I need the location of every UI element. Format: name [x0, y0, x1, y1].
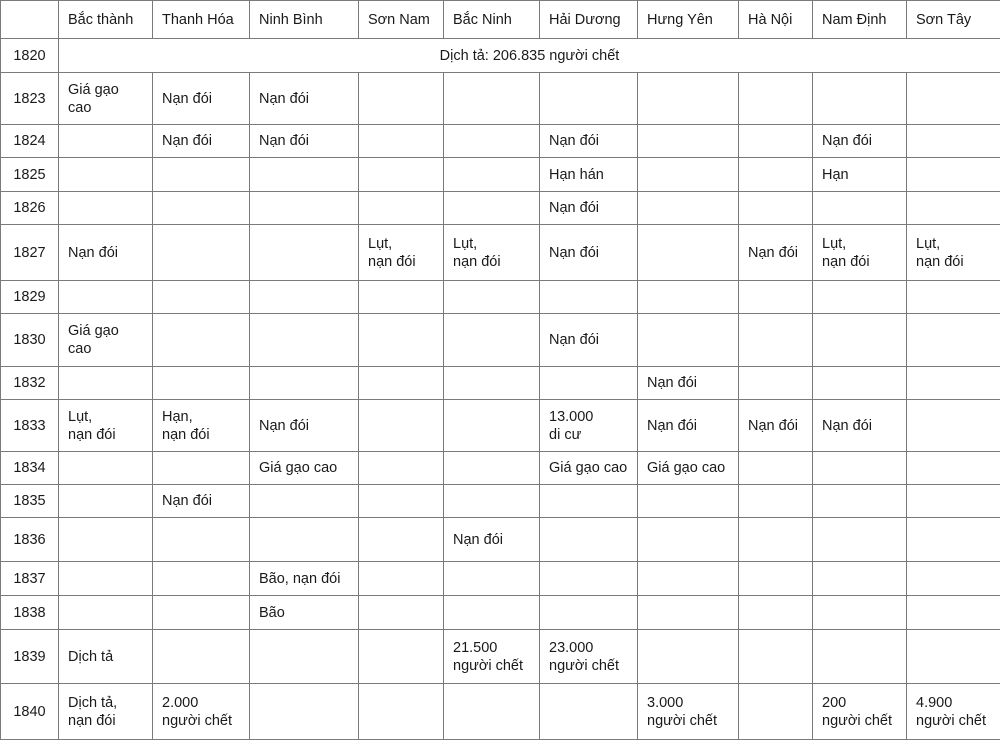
corner-cell — [1, 1, 59, 39]
data-cell: 200 người chết — [813, 684, 907, 740]
data-cell — [813, 281, 907, 314]
data-cell — [907, 192, 1000, 225]
year-cell: 1832 — [1, 367, 59, 400]
year-cell: 1823 — [1, 73, 59, 125]
data-cell: Nạn đói — [638, 400, 739, 452]
data-cell — [153, 630, 250, 684]
data-cell — [907, 73, 1000, 125]
data-cell — [359, 73, 444, 125]
table-row — [1, 225, 1000, 281]
data-cell — [153, 367, 250, 400]
data-cell: Hạn, nạn đói — [153, 400, 250, 452]
data-cell — [359, 314, 444, 367]
data-cell — [59, 562, 153, 596]
data-cell — [153, 596, 250, 630]
data-cell — [444, 314, 540, 367]
data-cell — [359, 684, 444, 740]
data-cell — [739, 125, 813, 158]
data-cell — [813, 73, 907, 125]
data-cell — [359, 281, 444, 314]
year-cell: 1838 — [1, 596, 59, 630]
data-cell: Hạn hán — [540, 158, 638, 192]
data-cell — [250, 281, 359, 314]
data-cell — [250, 225, 359, 281]
data-cell — [739, 281, 813, 314]
data-cell: Dịch tả, nạn đói — [59, 684, 153, 740]
year-cell: 1824 — [1, 125, 59, 158]
data-cell — [739, 485, 813, 518]
data-cell — [739, 73, 813, 125]
data-cell — [739, 596, 813, 630]
data-cell: Bão, nạn đói — [250, 562, 359, 596]
data-cell — [444, 125, 540, 158]
column-header: Thanh Hóa — [153, 1, 250, 39]
column-header: Bắc thành — [59, 1, 153, 39]
data-cell: Nạn đói — [153, 73, 250, 125]
data-cell — [638, 281, 739, 314]
data-cell — [907, 452, 1000, 485]
merged-note-cell: Dịch tả: 206.835 người chết — [59, 39, 1000, 73]
data-cell — [907, 400, 1000, 452]
data-cell — [638, 225, 739, 281]
data-cell — [444, 684, 540, 740]
data-cell: Lụt, nạn đói — [59, 400, 153, 452]
data-cell — [739, 367, 813, 400]
data-cell: Giá gạo cao — [250, 452, 359, 485]
data-cell — [359, 125, 444, 158]
data-cell — [359, 158, 444, 192]
data-cell — [638, 192, 739, 225]
data-cell — [59, 485, 153, 518]
data-cell: Giá gạo cao — [540, 452, 638, 485]
data-cell — [540, 367, 638, 400]
data-cell — [359, 596, 444, 630]
data-cell — [153, 562, 250, 596]
table-row — [1, 562, 1000, 596]
data-cell — [739, 518, 813, 562]
data-cell: Nạn đói — [813, 400, 907, 452]
data-cell — [444, 485, 540, 518]
data-cell — [153, 281, 250, 314]
table-row — [1, 125, 1000, 158]
table-row — [1, 73, 1000, 125]
table-body — [1, 39, 1000, 740]
data-cell — [739, 192, 813, 225]
data-cell — [813, 562, 907, 596]
data-cell: Lụt, nạn đói — [907, 225, 1000, 281]
data-cell — [739, 452, 813, 485]
data-cell — [739, 314, 813, 367]
data-cell — [444, 596, 540, 630]
table-row — [1, 518, 1000, 562]
column-header: Nam Định — [813, 1, 907, 39]
data-cell: Nạn đói — [739, 400, 813, 452]
data-cell: Lụt, nạn đói — [444, 225, 540, 281]
data-cell: 2.000 người chết — [153, 684, 250, 740]
column-header: Hải Dương — [540, 1, 638, 39]
data-cell — [739, 684, 813, 740]
table-row — [1, 39, 1000, 73]
data-cell — [153, 452, 250, 485]
data-cell — [444, 452, 540, 485]
column-header: Ninh Bình — [250, 1, 359, 39]
data-cell — [813, 314, 907, 367]
data-cell — [540, 562, 638, 596]
data-cell — [153, 225, 250, 281]
table-row — [1, 630, 1000, 684]
data-cell — [444, 192, 540, 225]
year-cell: 1834 — [1, 452, 59, 485]
data-cell — [907, 158, 1000, 192]
year-cell: 1829 — [1, 281, 59, 314]
column-header: Bắc Ninh — [444, 1, 540, 39]
year-cell: 1830 — [1, 314, 59, 367]
data-cell: Giá gạo cao — [59, 314, 153, 367]
data-cell — [153, 158, 250, 192]
data-cell — [813, 596, 907, 630]
data-cell — [638, 73, 739, 125]
column-header: Hưng Yên — [638, 1, 739, 39]
data-cell — [638, 125, 739, 158]
data-cell — [813, 192, 907, 225]
data-cell — [540, 684, 638, 740]
data-cell — [444, 158, 540, 192]
data-cell: Nạn đói — [540, 225, 638, 281]
year-cell: 1840 — [1, 684, 59, 740]
data-cell — [359, 367, 444, 400]
data-cell: Nạn đói — [540, 192, 638, 225]
data-cell: Nạn đói — [59, 225, 153, 281]
data-cell — [250, 518, 359, 562]
table-row — [1, 314, 1000, 367]
data-cell: Nạn đói — [540, 314, 638, 367]
data-cell: 13.000 di cư — [540, 400, 638, 452]
data-cell — [540, 485, 638, 518]
data-cell — [250, 158, 359, 192]
data-cell — [638, 562, 739, 596]
column-header: Sơn Tây — [907, 1, 1000, 39]
data-cell: Nạn đói — [813, 125, 907, 158]
data-cell — [59, 281, 153, 314]
year-cell: 1825 — [1, 158, 59, 192]
data-cell — [907, 596, 1000, 630]
table-row — [1, 596, 1000, 630]
data-cell: Giá gạo cao — [638, 452, 739, 485]
year-cell: 1826 — [1, 192, 59, 225]
year-cell: 1837 — [1, 562, 59, 596]
data-cell — [59, 518, 153, 562]
data-cell: Dịch tả — [59, 630, 153, 684]
data-cell — [153, 314, 250, 367]
data-cell — [907, 125, 1000, 158]
data-cell — [359, 192, 444, 225]
data-cell — [813, 452, 907, 485]
data-cell — [359, 562, 444, 596]
data-cell — [813, 518, 907, 562]
data-cell: Nạn đói — [153, 485, 250, 518]
table-row — [1, 400, 1000, 452]
data-cell: Nạn đói — [153, 125, 250, 158]
data-cell — [540, 596, 638, 630]
data-cell: Bão — [250, 596, 359, 630]
data-cell — [444, 73, 540, 125]
data-cell — [359, 452, 444, 485]
table-row — [1, 281, 1000, 314]
data-cell — [638, 314, 739, 367]
column-header: Hà Nội — [739, 1, 813, 39]
data-cell — [444, 281, 540, 314]
data-cell — [907, 314, 1000, 367]
data-cell — [250, 630, 359, 684]
data-cell: 23.000 người chết — [540, 630, 638, 684]
data-cell: Giá gạo cao — [59, 73, 153, 125]
data-cell — [540, 518, 638, 562]
data-cell — [59, 192, 153, 225]
data-cell — [540, 73, 638, 125]
table-row — [1, 684, 1000, 740]
data-cell: Nạn đói — [444, 518, 540, 562]
data-cell — [250, 367, 359, 400]
data-cell — [813, 367, 907, 400]
data-cell — [153, 518, 250, 562]
data-cell: Nạn đói — [250, 73, 359, 125]
data-cell — [739, 630, 813, 684]
data-cell — [359, 400, 444, 452]
data-cell — [359, 518, 444, 562]
data-cell — [59, 367, 153, 400]
data-cell — [638, 485, 739, 518]
data-cell — [813, 630, 907, 684]
data-cell: 4.900 người chết — [907, 684, 1000, 740]
year-cell: 1833 — [1, 400, 59, 452]
data-cell — [444, 367, 540, 400]
table-row — [1, 367, 1000, 400]
year-cell: 1835 — [1, 485, 59, 518]
data-cell — [813, 485, 907, 518]
data-cell: 21.500 người chết — [444, 630, 540, 684]
data-cell — [250, 192, 359, 225]
data-cell — [59, 452, 153, 485]
data-cell: Lụt, nạn đói — [813, 225, 907, 281]
data-cell: 3.000 người chết — [638, 684, 739, 740]
data-cell — [907, 485, 1000, 518]
data-cell — [250, 485, 359, 518]
data-cell — [359, 485, 444, 518]
data-cell: Nạn đói — [540, 125, 638, 158]
year-cell: 1827 — [1, 225, 59, 281]
data-cell: Nạn đói — [250, 400, 359, 452]
data-cell: Nạn đói — [250, 125, 359, 158]
data-cell — [250, 314, 359, 367]
table-row — [1, 485, 1000, 518]
year-cell: 1836 — [1, 518, 59, 562]
data-cell: Nạn đói — [739, 225, 813, 281]
table-row — [1, 158, 1000, 192]
table-row — [1, 192, 1000, 225]
data-cell — [359, 630, 444, 684]
data-cell — [59, 158, 153, 192]
data-cell — [907, 562, 1000, 596]
data-cell — [739, 562, 813, 596]
column-header: Sơn Nam — [359, 1, 444, 39]
data-cell — [907, 630, 1000, 684]
header-row — [1, 1, 1000, 39]
data-cell: Hạn — [813, 158, 907, 192]
data-cell — [638, 158, 739, 192]
data-cell — [638, 518, 739, 562]
data-cell — [739, 158, 813, 192]
data-cell — [59, 596, 153, 630]
year-cell: 1820 — [1, 39, 59, 73]
data-cell: Nạn đói — [638, 367, 739, 400]
table-row — [1, 452, 1000, 485]
data-cell — [540, 281, 638, 314]
data-cell — [250, 684, 359, 740]
year-cell: 1839 — [1, 630, 59, 684]
data-cell — [153, 192, 250, 225]
data-cell — [907, 281, 1000, 314]
data-cell — [638, 630, 739, 684]
data-cell — [638, 596, 739, 630]
data-cell — [907, 367, 1000, 400]
data-cell: Lụt, nạn đói — [359, 225, 444, 281]
data-cell — [444, 562, 540, 596]
data-cell — [444, 400, 540, 452]
data-cell — [907, 518, 1000, 562]
data-cell — [59, 125, 153, 158]
